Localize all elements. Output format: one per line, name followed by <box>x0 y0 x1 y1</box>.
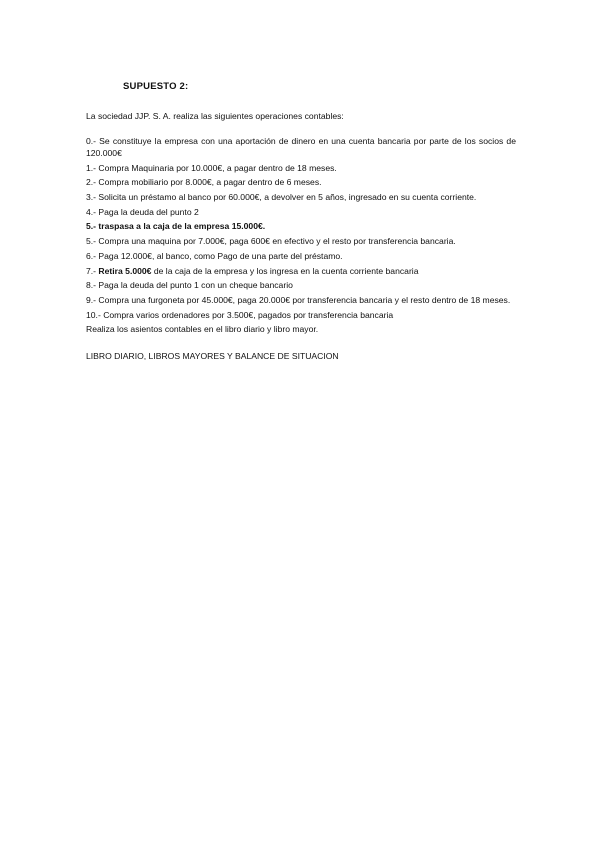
operation-10: 10.- Compra varios ordenadores por 3.500€, pagados por transferencia bancaria <box>86 309 394 320</box>
document-body <box>86 110 516 362</box>
instruction-text: Realiza los asientos contables en el libro diario y libro mayor. <box>86 324 319 335</box>
operation-9: 9.- Compra una furgoneta por 45.000€, paga 20.000€ por transferencia bancaria y el resto dentro de 18 meses. <box>86 294 511 305</box>
closing-text: LIBRO DIARIO, LIBROS MAYORES Y BALANCE DE SITUACION <box>86 350 339 361</box>
operation-1: 1.- Compra Maquinaria por 10.000€, a pagar dentro de 18 meses. <box>86 162 337 173</box>
document-title: SUPUESTO 2: <box>123 81 189 92</box>
operation-6: 6.- Paga 12.000€, al banco, como Pago de una parte del préstamo. <box>86 250 343 261</box>
intro-text: La sociedad JJP. S. A. realiza las siguientes operaciones contables: <box>86 111 344 121</box>
operation-2: 2.- Compra mobiliario por 8.000€, a pagar dentro de 6 meses. <box>86 177 322 188</box>
operation-4: 4.- Paga la deuda del punto 2 <box>86 206 199 217</box>
operation-5b: 5.- Compra una maquina por 7.000€, paga 600€ en efectivo y el resto por transferencia bancaria. <box>86 236 456 247</box>
operation-8: 8.- Paga la deuda del punto 1 con un cheque bancario <box>86 280 293 291</box>
operation-7-prefix: 7.- <box>86 265 99 276</box>
operation-7-bold: Retira 5.000€ <box>98 265 152 276</box>
operation-7-rest: de la caja de la empresa y los ingresa en la cuenta corriente bancaria <box>151 265 419 276</box>
operation-7 <box>86 265 516 278</box>
operation-3: 3.- Solicita un préstamo al banco por 60.000€, a devolver en 5 años, ingresado en su cuenta corriente. <box>86 192 477 203</box>
operation-0: 0.- Se constituye la empresa con una aportación de dinero en una cuenta bancaria por parte de los socios de 120.000€ <box>86 135 516 158</box>
operation-5a: 5.- traspasa a la caja de la empresa 15.000€. <box>86 221 266 232</box>
